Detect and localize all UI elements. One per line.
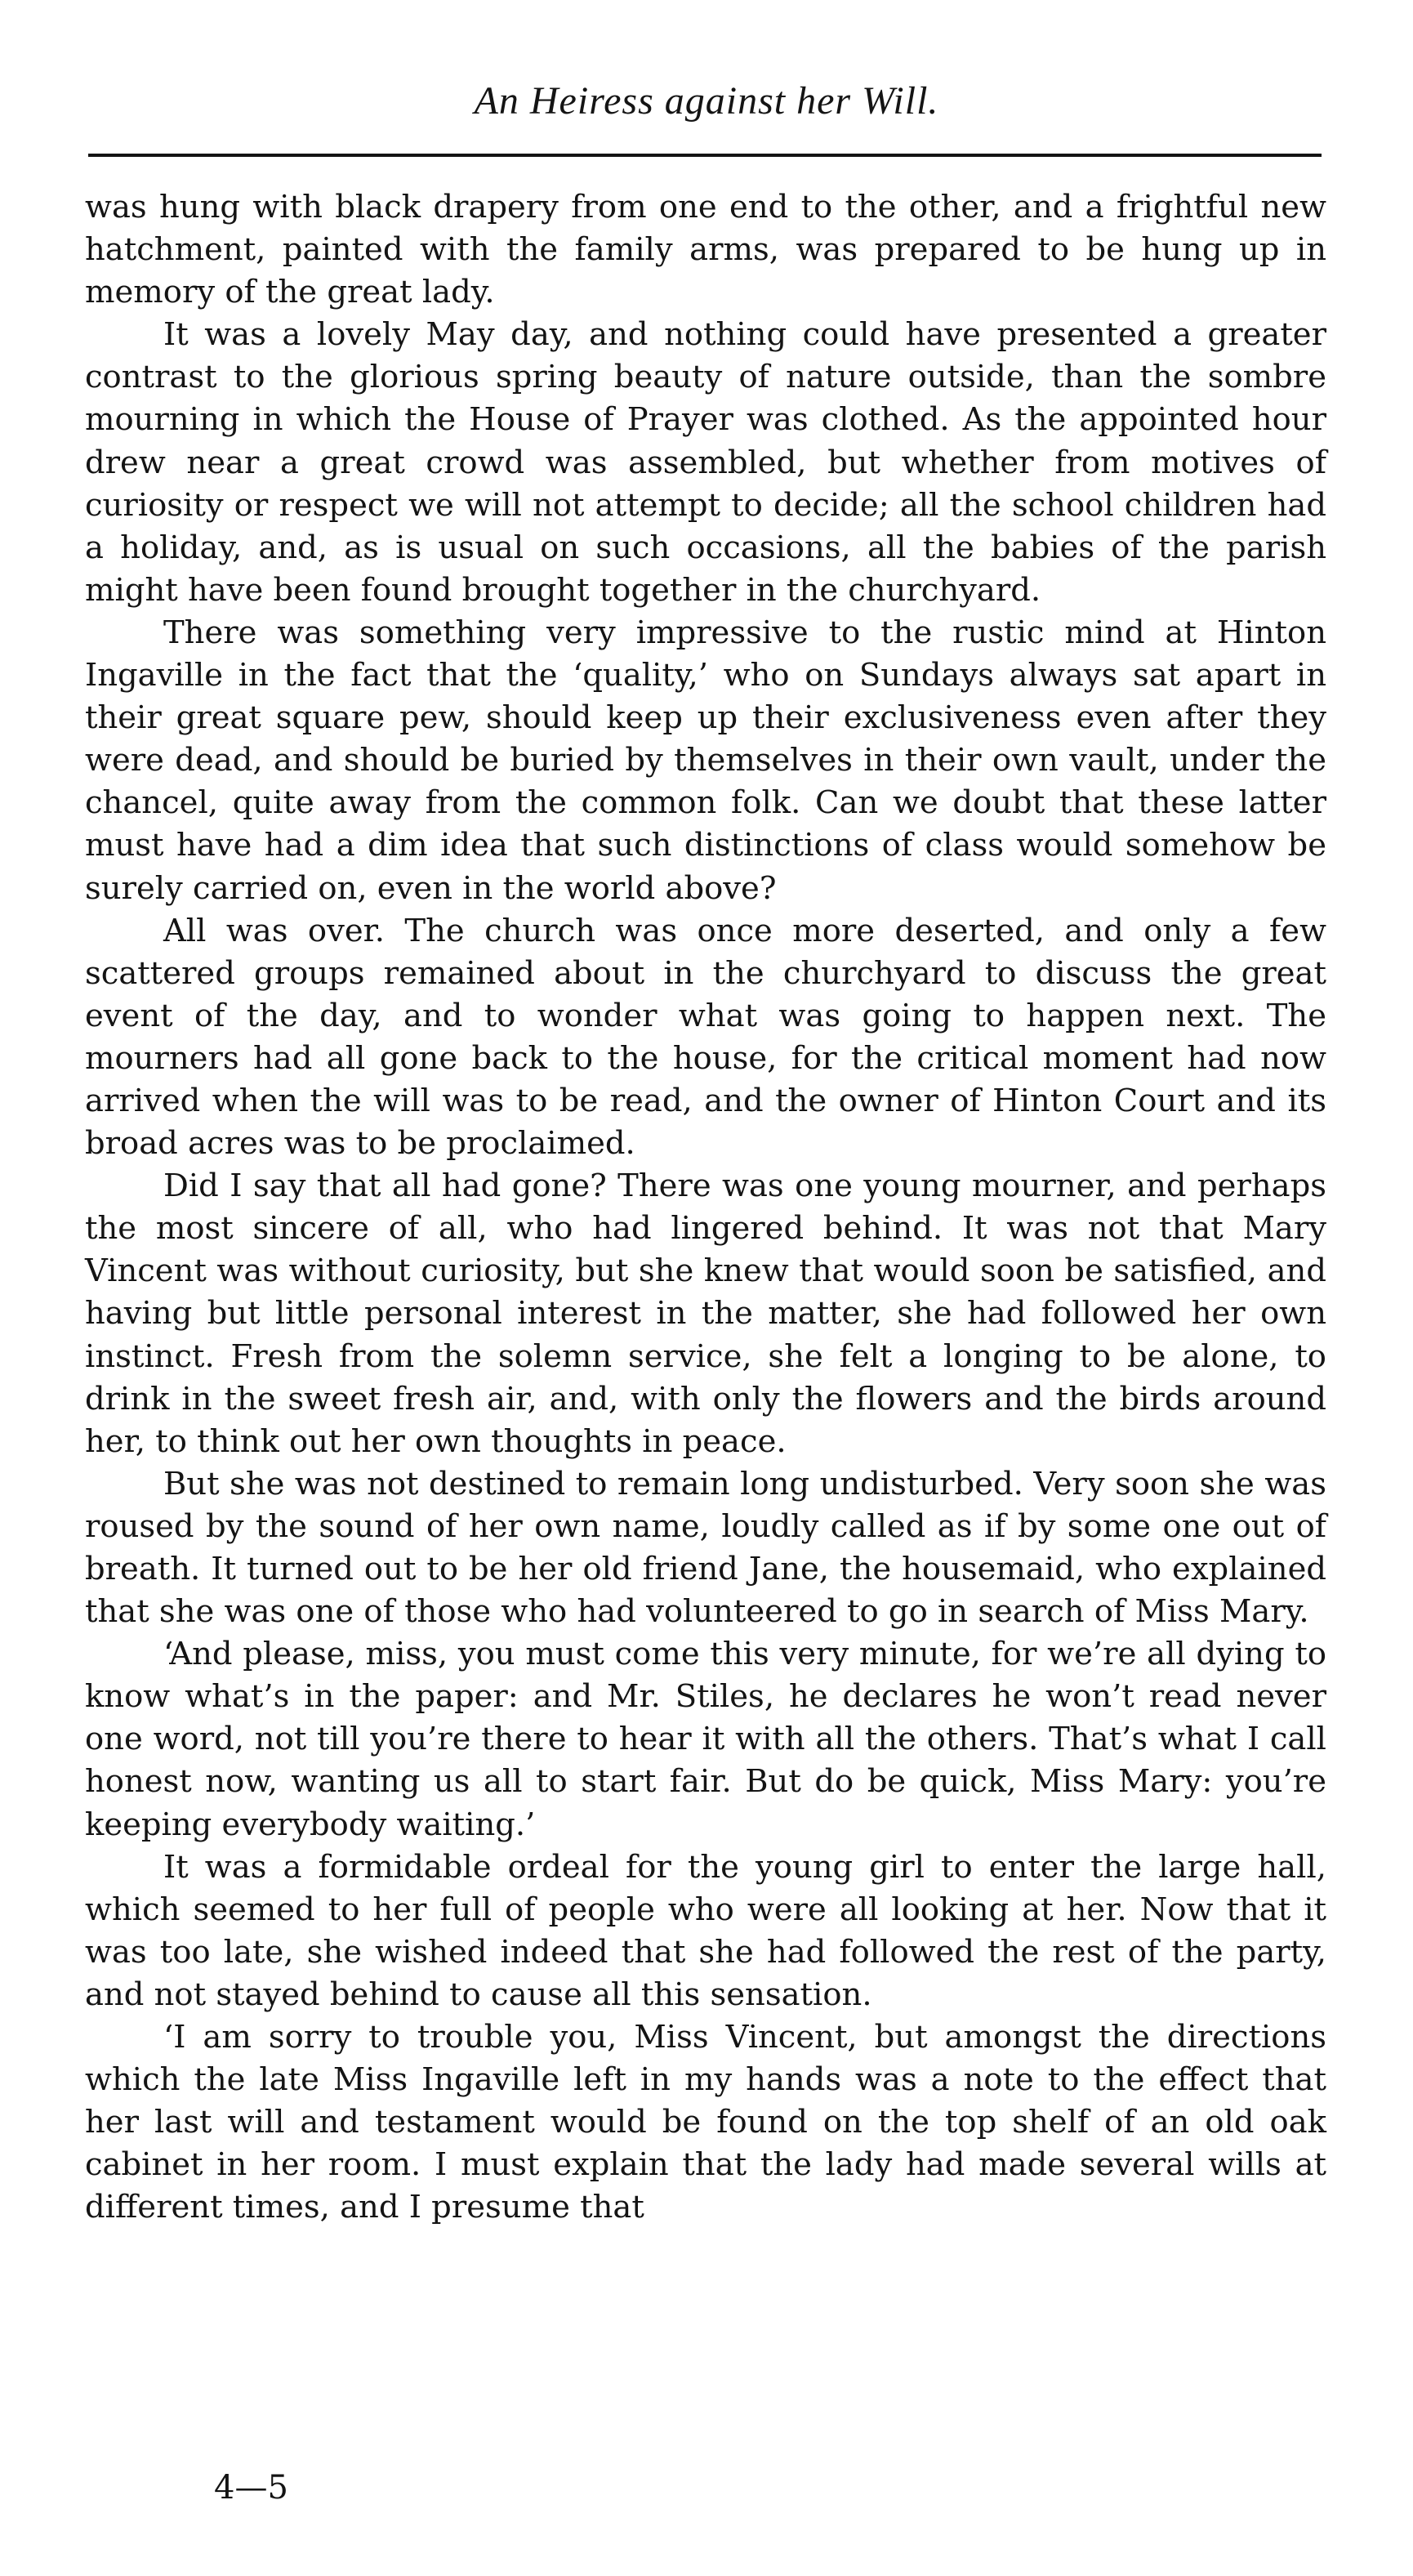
paragraph: It was a formidable ordeal for the young girl to enter the large hall, which seemed to her full of people who were all looking at her. Now that it was too late, she wished indeed that she had followed the rest of the party, and not stayed behind to cause all this sensation. — [85, 1848, 1326, 2013]
running-head: An Heiress against her Will. — [474, 79, 939, 123]
paragraph: Did I say that all had gone? There was one young mourner, and perhaps the most sincere of all, who had lingered behind. It was not that Mary Vincent was without curiosity, but she knew that would soon be satisfied, and having but little personal interest in the matter, she had followed her own instinct. Fresh from the solemn service, she felt a longing to be alone, to drink in the sweet fresh air, and, with only the flowers and the birds around her, to think out her own thoughts in peace. — [85, 1167, 1326, 1460]
paragraph-continued: was hung with black drapery from one end to the other, and a frightful new hatchment, painted with the family arms, was prepared to be hung up in memory of the great lady. — [85, 189, 1326, 311]
header-rule — [88, 154, 1322, 157]
paragraph: There was something very impressive to the rustic mind at Hinton Ingaville in the fact that the ‘quality,’ who on Sundays always sat apart in their great square pew, should keep up their exclusiveness even after they were dead, and should be buried by themselves in their own vault, under the chancel, quite away from the common folk. Can we doubt that these latter must have had a dim idea that such distinctions of class would somehow be surely carried on, even in the world above? — [85, 614, 1326, 907]
paragraph: ‘And please, miss, you must come this very minute, for we’re all dying to know what’s in the paper: and Mr. Stiles, he declares he won’t read never one word, not till you’re there to hear it with all the others. That’s what I call honest now, wanting us all to start fair. But do be quick, Miss Mary: you’re keeping everybody waiting.’ — [85, 1636, 1326, 1843]
paragraph: ‘I am sorry to trouble you, Miss Vincent, but amongst the directions which the late Miss Ingaville left in my hands was a note to the effect that her last will and testament would be found on the top shelf of an old oak cabinet in her room. I must explain that the lady had made several wills at different times, and I presume that — [85, 2019, 1326, 2226]
paragraph: It was a lovely May day, and nothing could have presented a greater contrast to the glorious spring beauty of nature outside, than the sombre mourning in which the House of Prayer was clothed. As the appointed hour drew near a great crowd was assembled, but whether from motives of curiosity or respect we will not attempt to decide; all the school children had a holiday, and, as is usual on such occasions, all the babies of the parish might have been found brought together in the churchyard. — [85, 316, 1326, 609]
paragraph: All was over. The church was once more deserted, and only a few scattered groups remained about in the churchyard to discuss the great event of the day, and to wonder what was going to happen next. The mourners had all gone back to the house, for the critical moment had now arrived when the will was to be read, and the owner of Hinton Court and its broad acres was to be proclaimed. — [85, 912, 1326, 1163]
paragraph: But she was not destined to remain long undisturbed. Very soon she was roused by the sound of her own name, loudly called as if by some one out of breath. It turned out to be her old friend Jane, the housemaid, who explained that she was one of those who had volunteered to go in search of Miss Mary. — [85, 1465, 1326, 1631]
folio: 4—5 — [214, 2469, 288, 2507]
body-text — [85, 186, 1326, 2230]
